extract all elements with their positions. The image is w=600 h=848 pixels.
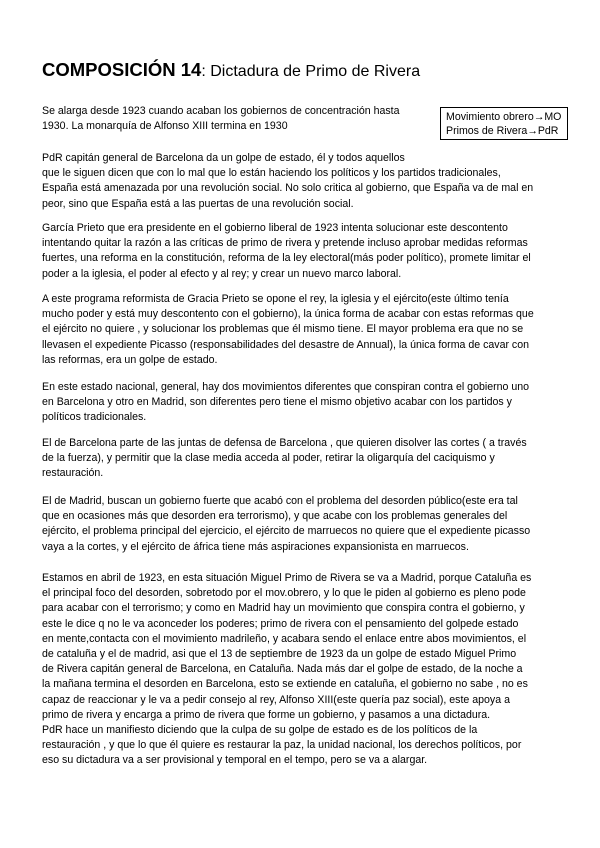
text-line: mucho poder y está muy descontento con el gobierno), la única forma de acabar con estas reformas que <box>42 308 534 321</box>
text-line: que le siguen dicen que con lo mal que lo están haciendo los políticos y los partidos tradicionales, <box>42 167 501 180</box>
text-line: ejército, el problema principal del ejercicio, el ejército de marruecos no quiere que el expediente picasso <box>42 525 531 538</box>
text-line: eso su dictadura va a ser provisional y temporal en el tempo, pero se va a alargar. <box>42 754 428 767</box>
text-line: A este programa reformista de Gracia Prieto se opone el rey, la iglesia y el ejército(este último tenía <box>42 293 509 305</box>
text-line: de la fuerza), y permitir que la clase media acceda al poder, retirar la oligarquía del caciquismo y <box>42 452 495 465</box>
text-line: políticos tradicionales. <box>42 411 147 424</box>
text-line: que en ocasiones más que desorden era terrorismo), y que acabe con los problemas generales del <box>42 510 508 523</box>
text-line: poder a la iglesia, el poder al efecto y al rey; y crear un nuevo marco laboral. <box>42 267 402 280</box>
text-line: de Rivera capitán general de Barcelona, en Cataluña. Nada más dar el golpe de estado, de la noche a <box>42 663 523 676</box>
paragraph-barcelona <box>42 436 560 482</box>
text-line: El de Madrid, buscan un gobierno fuerte que acabó con el problema del desorden público(este era tal <box>42 495 518 507</box>
text-line: En este estado nacional, general, hay dos movimientos diferentes que conspiran contra el gobierno uno <box>42 381 530 393</box>
abbreviations-box <box>440 107 568 140</box>
text-line: de cataluña y el de madrid, asi que el 13 de septiembre de 1923 da un golpe de estado Miguel Primo <box>42 648 517 661</box>
title-main: COMPOSICIÓN 14 <box>42 59 202 80</box>
abbreviation-mo: Movimiento obrero→MO <box>446 111 562 123</box>
text-line: en mente,contacta con el movimiento madrileño, y acabara sendo el enlace entre abos movimientos, el <box>42 632 527 645</box>
text-line: España está amenazada por una revolución social. No solo critica al gobierno, que España va de mal en <box>42 182 534 195</box>
text-line: fuertes, una reforma en la constitución, reforma de la ley electoral(más poder político), promete limitar el <box>42 252 531 265</box>
paragraph-abril-1923 <box>42 571 560 769</box>
title-sub: : Dictadura de Primo de Rivera <box>201 63 421 80</box>
text-line: vaya a la cortes, y el ejército de áfrica tiene más aspiraciones expansionista en marruecos. <box>42 540 469 553</box>
text-line: llevasen el expediente Picasso (responsabilidades del desastre de Annual), la única forma de cavar con <box>42 338 530 351</box>
paragraph-intro <box>42 104 427 134</box>
text-line: García Prieto que era presidente en el gobierno liberal de 1923 intenta solucionar este descontento <box>42 222 508 234</box>
text-line: capaz de reaccionar y le va a pedir consejo al rey, Alfonso XIII(este quería paz social), este apoya a <box>42 693 510 706</box>
text-line: Se alarga desde 1923 cuando acaban los gobiernos de concentración hasta <box>42 105 400 117</box>
text-line: este le dice q no le va aconceder los poderes; primo de rivera con el pensamiento del golpede estado <box>42 617 519 630</box>
document-title <box>42 59 562 83</box>
text-line: PdR capitán general de Barcelona da un golpe de estado, él y todos aquellos <box>42 152 405 164</box>
paragraph-oposicion <box>42 292 560 368</box>
text-line: el principal foco del desorden, sobretodo por el mov.obrero, y lo que le piden al gobierno es pleno pode <box>42 587 526 600</box>
paragraph-movimientos <box>42 380 560 426</box>
abbreviation-pdr: Primos de Rivera→PdR <box>446 124 559 137</box>
paragraph-garcia-prieto <box>42 221 560 282</box>
text-line: El de Barcelona parte de las juntas de defensa de Barcelona , que quieren disolver las cortes ( a través <box>42 437 527 449</box>
paragraph-madrid <box>42 494 560 555</box>
text-line: en Barcelona y otro en Madrid, son diferentes pero tiene el mismo objetivo acabar con los partidos y <box>42 396 512 409</box>
text-line: restauración. <box>42 467 104 480</box>
text-line: PdR hace un manifiesto diciendo que la culpa de su golpe de estado es de los políticos de la <box>42 724 478 737</box>
text-line: 1930. La monarquía de Alfonso XIII termina en 1930 <box>42 120 288 133</box>
text-line: peor, sino que España está a las puertas de una revolución social. <box>42 197 354 210</box>
text-line: restauración , y que lo que él quiere es restaurar la paz, la unidad nacional, los derechos políticos, por <box>42 739 522 752</box>
text-line: la mañana termina el desorden en Barcelona, esto se extiende en cataluña, el gobierno no sabe , no es <box>42 678 528 691</box>
text-line: primo de rivera y encarga a primo de rivera que forme un gobierno, y pasamos a una dictadura. <box>42 708 491 721</box>
text-line: Estamos en abril de 1923, en esta situación Miguel Primo de Rivera se va a Madrid, porque Cataluña es <box>42 572 532 584</box>
paragraph-golpe <box>42 151 560 212</box>
text-line: intentando quitar la razón a las críticas de primo de rivera y pretende incluso aprobar medidas reformas <box>42 237 528 250</box>
text-line: para acabar con el terrorismo; y como en Madrid hay un movimiento que conspira contra el gobierno, y <box>42 602 525 615</box>
text-line: las reformas, era un golpe de estado. <box>42 353 218 366</box>
text-line: el ejército no quiere , y solucionar los problemas que él mismo tiene. El mayor problema era que no se <box>42 323 524 336</box>
